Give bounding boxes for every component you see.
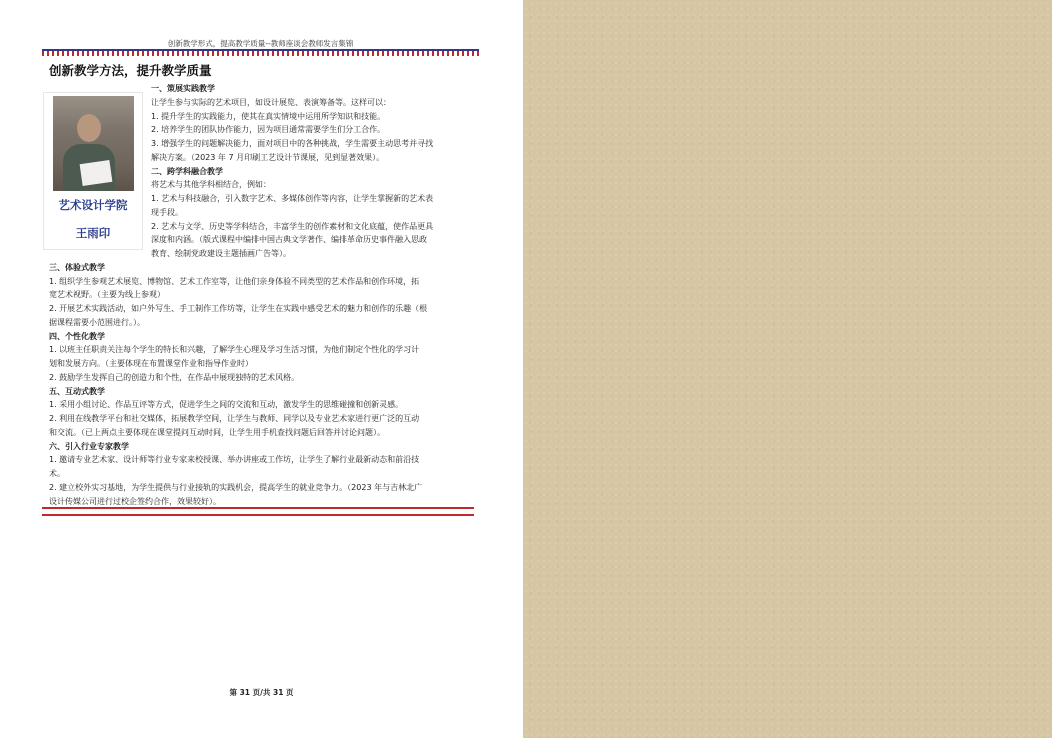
- body-line: 1. 以班主任职责关注每个学生的特长和兴趣，了解学生心理及学习生活习惯，为他们制定个性化的学习计: [49, 345, 420, 355]
- teacher-profile-card: [43, 92, 143, 250]
- section-heading: 五、互动式教学: [49, 386, 105, 396]
- body-line: 深度和内涵。（版式课程中编排中国古典文学著作、编排革命历史事件融入思政: [151, 235, 427, 245]
- body-line: 设计传媒公司进行过校企签约合作，效果较好）。: [49, 496, 221, 506]
- body-line: 术。: [49, 469, 65, 478]
- body-line: 2. 利用在线教学平台和社交媒体，拓展教学空间，让学生与教师、同学以及专业艺术家进行更广泛的互动: [49, 414, 420, 423]
- body-line: 据课程需要小范围进行。）。: [49, 317, 145, 327]
- section-heading: 六、引入行业专家教学: [49, 441, 129, 451]
- running-header: 创新教学形式，提高教学质量--教师座谈会教师发言集锦: [167, 39, 354, 48]
- body-line: 2. 艺术与文学、历史等学科结合，丰富学生的创作素材和文化底蕴，使作品更具: [151, 221, 434, 231]
- body-line: 解决方案。（2023 年 7 月印刷工艺设计节课展，见到显著效果）。: [151, 152, 385, 162]
- teacher-name: 王雨印: [75, 226, 111, 240]
- body-line: 将艺术与其他学科相结合，例如：: [151, 180, 271, 190]
- section-heading: 二、跨学科融合教学: [151, 166, 223, 176]
- body-line: 1. 提升学生的实践能力，使其在真实情境中运用所学知识和技能。: [151, 111, 386, 121]
- footer-rule: [42, 507, 474, 516]
- body-line: 2. 鼓励学生发挥自己的创造力和个性，在作品中展现独特的艺术风格。: [49, 372, 300, 382]
- body-line: 现手段。: [151, 207, 183, 217]
- article-title: 创新教学方法，提升教学质量: [49, 63, 212, 78]
- body-line: 1. 组织学生参观艺术展览、博物馆、艺术工作室等，让他们亲身体验不同类型的艺术作品和创作环境，拓: [49, 276, 420, 286]
- section-heading: 一、策展实践教学: [151, 84, 215, 93]
- page-number: 第 31 页/共 31 页: [229, 688, 294, 697]
- document-page: [0, 0, 523, 738]
- body-line: 1. 艺术与科技融合，引入数字艺术、多媒体创作等内容，让学生掌握新的艺术表: [151, 194, 434, 203]
- backdrop-panel: [523, 0, 1052, 738]
- body-line: 让学生参与实际的艺术项目，如设计展览、表演筹备等。这样可以：: [151, 97, 391, 107]
- body-line: 教育、绘制党政建设主题插画广告等）。: [151, 249, 291, 258]
- teacher-photo: [53, 96, 134, 191]
- college-name: 艺术设计学院: [58, 198, 128, 212]
- header-rule: [42, 49, 479, 56]
- body-line: 2. 培养学生的团队协作能力，因为项目通常需要学生们分工合作。: [151, 125, 386, 135]
- body-line: 划和发展方向。（主要体现在布置课堂作业和指导作业时）: [49, 359, 253, 368]
- body-line: 2. 建立校外实习基地，为学生提供与行业接轨的实践机会，提高学生的就业竞争力。（2023 年与吉林北广: [49, 482, 423, 492]
- section-heading: 四、个性化教学: [49, 331, 105, 341]
- body-line: 宽艺术视野。（主要为线上参观）: [49, 290, 165, 300]
- body-line: 和交流。（已上两点主要体现在课堂提问互动时间，让学生用手机查找问题后回答并讨论问题）。: [49, 427, 385, 437]
- body-line: 2. 开展艺术实践活动，如户外写生、手工制作工作坊等，让学生在实践中感受艺术的魅力和创作的乐趣（根: [49, 304, 428, 313]
- section-heading: 三、体验式教学: [49, 262, 105, 272]
- body-line: 3. 增强学生的问题解决能力，面对项目中的各种挑战，学生需要主动思考并寻找: [151, 139, 434, 148]
- body-line: 1. 邀请专业艺术家、设计师等行业专家来校授课、举办讲座或工作坊，让学生了解行业最新动态和前沿技: [49, 455, 420, 465]
- body-line: 1. 采用小组讨论、作品互评等方式，促进学生之间的交流和互动，激发学生的思维碰撞和创新灵感。: [49, 400, 404, 410]
